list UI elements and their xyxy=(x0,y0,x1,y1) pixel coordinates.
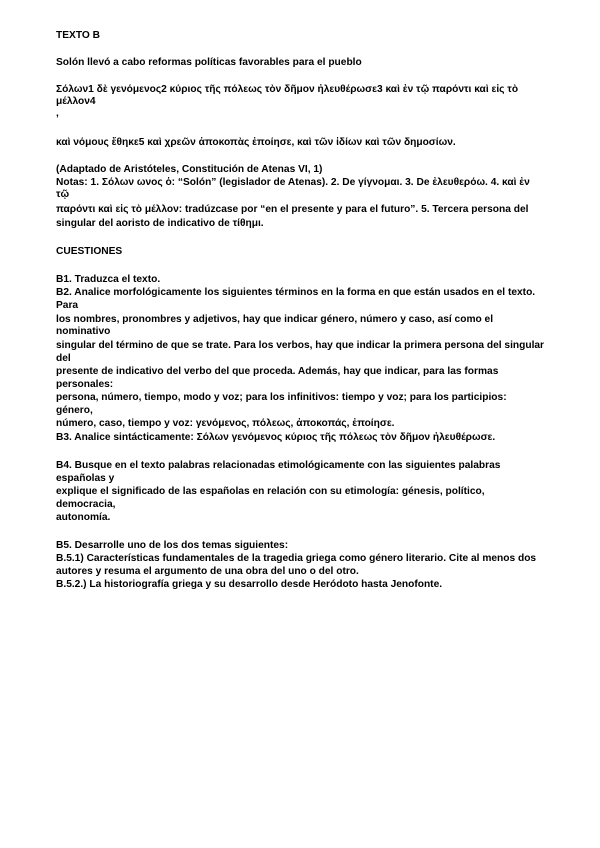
question-line: nominativo xyxy=(56,326,111,337)
question-line: Para xyxy=(56,300,79,311)
notes-line: Notas: 1. Σόλων ωνος ὁ: “Solón” (legislador de Atenas). 2. De γίγνομαι. 3. De ἐλευθερόω. 4. καὶ ἐν xyxy=(56,177,530,188)
question-line: singular del término de que se trate. Para los verbos, hay que indicar la primera persona del singular xyxy=(56,340,545,351)
question-line: género, xyxy=(56,405,93,416)
question-line: B1. Traduzca el texto. xyxy=(56,274,161,285)
notes-line: παρόντι καὶ εἰς τὸ μέλλον: tradúzcase por “en el presente y para el futuro”. 5. Tercera persona del xyxy=(56,204,529,215)
question-line: número, caso, tiempo y voz: γενόμενος, πόλεως, ἀποκοπάς, ἐποίησε. xyxy=(56,418,395,429)
question-line: españolas y xyxy=(56,473,115,484)
notes-line: τῷ xyxy=(56,189,70,200)
question-line: autonomía. xyxy=(56,512,111,523)
question-line: B.5.1) Características fundamentales de la tragedia griega como género literario. Cite al menos dos xyxy=(56,553,537,564)
question-line: B5. Desarrolle uno de los dos temas siguientes: xyxy=(56,540,289,551)
question-line: presente de indicativo del verbo del que proceda. Además, hay que indicar, para las formas xyxy=(56,366,499,377)
text-subtitle: Solón llevó a cabo reformas políticas favorables para el pueblo xyxy=(56,57,362,68)
question-line: B.5.2.) La historiografía griega y su desarrollo desde Heródoto hasta Jenofonte. xyxy=(56,579,443,590)
source-citation: (Adaptado de Aristóteles, Constitución de Atenas VI, 1) xyxy=(56,164,323,175)
greek-text-line: , xyxy=(56,108,59,119)
greek-text-line: καὶ νόμους ἔθηκε5 καὶ χρεῶν ἀποκοπὰς ἐποίησε, καὶ τῶν ἰδίων καὶ τῶν δημοσίων. xyxy=(56,137,456,148)
question-line: persona, número, tiempo, modo y voz; para los infinitivos: tiempo y voz; para los participios: xyxy=(56,392,507,403)
greek-text-line: μέλλον4 xyxy=(56,96,96,107)
question-line: democracia, xyxy=(56,499,116,510)
question-line: B3. Analice sintácticamente: Σόλων γενόμενος κύριος τῆς πόλεως τὸν δῆμον ἠλευθέρωσε. xyxy=(56,432,496,443)
question-line: del xyxy=(56,353,71,364)
greek-text-line: Σόλων1 δὲ γενόμενος2 κύριος τῆς πόλεως τὸν δῆμον ἠλευθέρωσε3 καὶ ἐν τῷ παρόντι καὶ εἰς τὸ xyxy=(56,84,519,95)
question-line: personales: xyxy=(56,379,114,390)
questions-heading: CUESTIONES xyxy=(56,246,123,257)
question-line: los nombres, pronombres y adjetivos, hay que indicar género, número y caso, así como el xyxy=(56,314,494,325)
question-line: explique el significado de las españolas en relación con su etimología: génesis, político, xyxy=(56,486,485,497)
question-line: B4. Busque en el texto palabras relacionadas etimológicamente con las siguientes palabras xyxy=(56,460,501,471)
question-line: autores y resuma el argumento de una obra del uno o del otro. xyxy=(56,566,359,577)
section-title: TEXTO B xyxy=(56,30,100,41)
question-line: B2. Analice morfológicamente los siguientes términos en la forma en que están usados en el texto. xyxy=(56,287,536,298)
notes-line: singular del aoristo de indicativo de τίθημι. xyxy=(56,218,264,229)
